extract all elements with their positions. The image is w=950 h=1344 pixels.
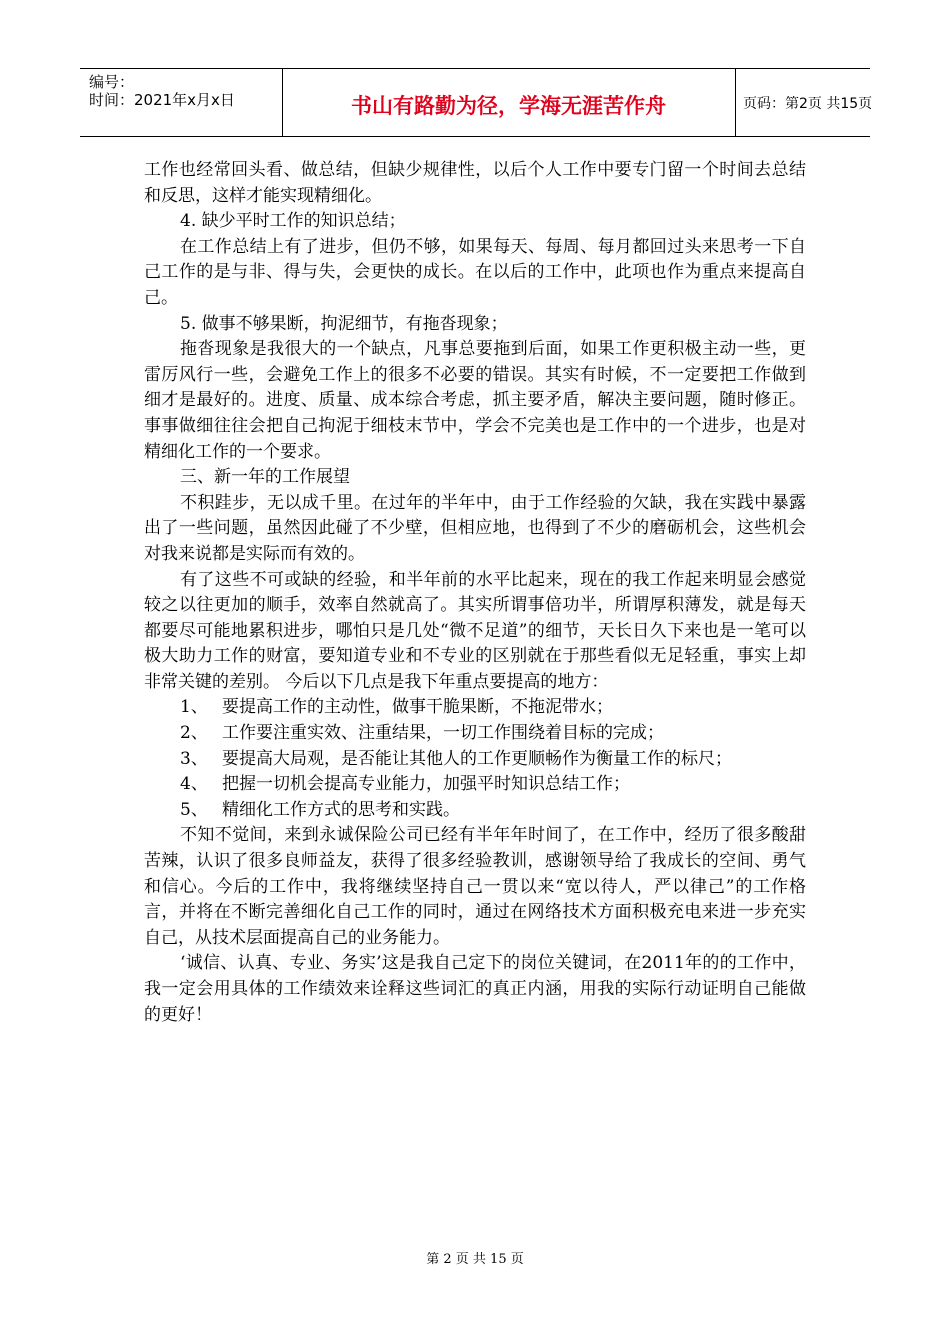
footer-page-number: 第 2 页 共 15 页: [426, 1252, 524, 1267]
header-table: [80, 68, 873, 137]
list-item: [144, 695, 806, 721]
list-item-text: 要提高大局观，是否能让其他人的工作更顺畅作为衡量工作的标尺；: [222, 748, 732, 769]
list-item-text: 工作要注重实效、注重结果，一切工作围绕着目标的完成；: [222, 723, 664, 744]
list-item: [144, 798, 806, 824]
header-motto-cell: [282, 69, 736, 136]
list-item-number: 3、: [180, 748, 208, 769]
list-item-number: 1、: [180, 697, 208, 718]
list-item-text: 要提高工作的主动性，做事干脆果断，不拖泥带水；: [222, 697, 613, 718]
paragraph: 工作也经常回头看、做总结，但缺少规律性，以后个人工作中要专门留一个时间去总结和反思，这样才能实现精细化。: [144, 160, 806, 206]
list-item-number: 5、: [180, 799, 208, 820]
header-page-number: 页码：第2页 共15页: [743, 96, 873, 112]
section-heading: 三、新一年的工作展望: [180, 467, 350, 488]
list-item-number: 2、: [180, 723, 208, 744]
list-item: [144, 721, 806, 747]
list-item-number: 4、: [180, 774, 208, 795]
paragraph: 拖沓现象是我很大的一个缺点，凡事总要拖到后面，如果工作更积极主动一些，更雷厉风行一些，会避免工作上的很多不必要的错误。其实有时候，不一定要把工作做到细才是最好的。进度、质量、成本综合考虑，抓主要矛盾，解决主要问题，随时修正。事事做细往往会把自己拘泥于细枝末节中，学会不完美也是工作中的一个进步，也是对精细化工作的一个要求。: [144, 339, 806, 462]
document-body: [144, 158, 806, 1028]
paragraph-heading: 4. 缺少平时工作的知识总结；: [180, 211, 406, 232]
list-item-text: 把握一切机会提高专业能力，加强平时知识总结工作；: [222, 774, 630, 795]
document-code-label: 编号：: [89, 73, 135, 91]
header-meta-cell: [80, 69, 283, 136]
paragraph: ‘诚信、认真、专业、务实’这是我自己定下的岗位关键词，在2011年的的工作中，我一定会用具体的工作绩效来诠释这些词汇的真正内涵，用我的实际行动证明自己能做的更好！: [144, 953, 806, 1025]
list-item: [144, 772, 806, 798]
header-motto: 书山有路勤为径，学海无涯苦作舟: [351, 94, 666, 118]
header-page-cell: [736, 69, 873, 136]
paragraph: 不知不觉间，来到永诚保险公司已经有半年年时间了，在工作中，经历了很多酸甜苦辣，认识了很多良师益友，获得了很多经验教训，感谢领导给了我成长的空间、勇气和信心。今后的工作中，我将继续坚持自己一贯以来“宽以待人，严以律己”的工作格言，并将在不断完善细化自己工作的同时，通过在网络技术方面积极充电来进一步充实自己，从技术层面提高自己的业务能力。: [144, 825, 806, 948]
paragraph: 不积跬步，无以成千里。在过年的半年中，由于工作经验的欠缺，我在实践中暴露出了一些问题，虽然因此碰了不少壁，但相应地，也得到了不少的磨砺机会，这些机会对我来说都是实际而有效的。: [144, 492, 806, 564]
paragraph: 有了这些不可或缺的经验，和半年前的水平比起来，现在的我工作起来明显会感觉较之以往更加的顺手，效率自然就高了。其实所谓事倍功半，所谓厚积薄发，就是每天都要尽可能地累积进步，哪怕只是几处“微不足道”的细节，天长日久下来也是一笔可以极大助力工作的财富，要知道专业和不专业的区别就在于那些看似无足轻重，事实上却非常关键的差别。 今后以下几点是我下年重点要提高的地方：: [144, 569, 806, 692]
document-date-label: 时间：2021年x月x日: [89, 91, 235, 109]
list-item: [144, 747, 806, 773]
list-item-text: 精细化工作方式的思考和实践。: [222, 799, 460, 820]
paragraph: 在工作总结上有了进步，但仍不够，如果每天、每周、每月都回过头来思考一下自己工作的是与非、得与失，会更快的成长。在以后的工作中，此项也作为重点来提高自己。: [144, 236, 806, 308]
paragraph-heading: 5. 做事不够果断，拘泥细节，有拖沓现象；: [180, 313, 508, 334]
